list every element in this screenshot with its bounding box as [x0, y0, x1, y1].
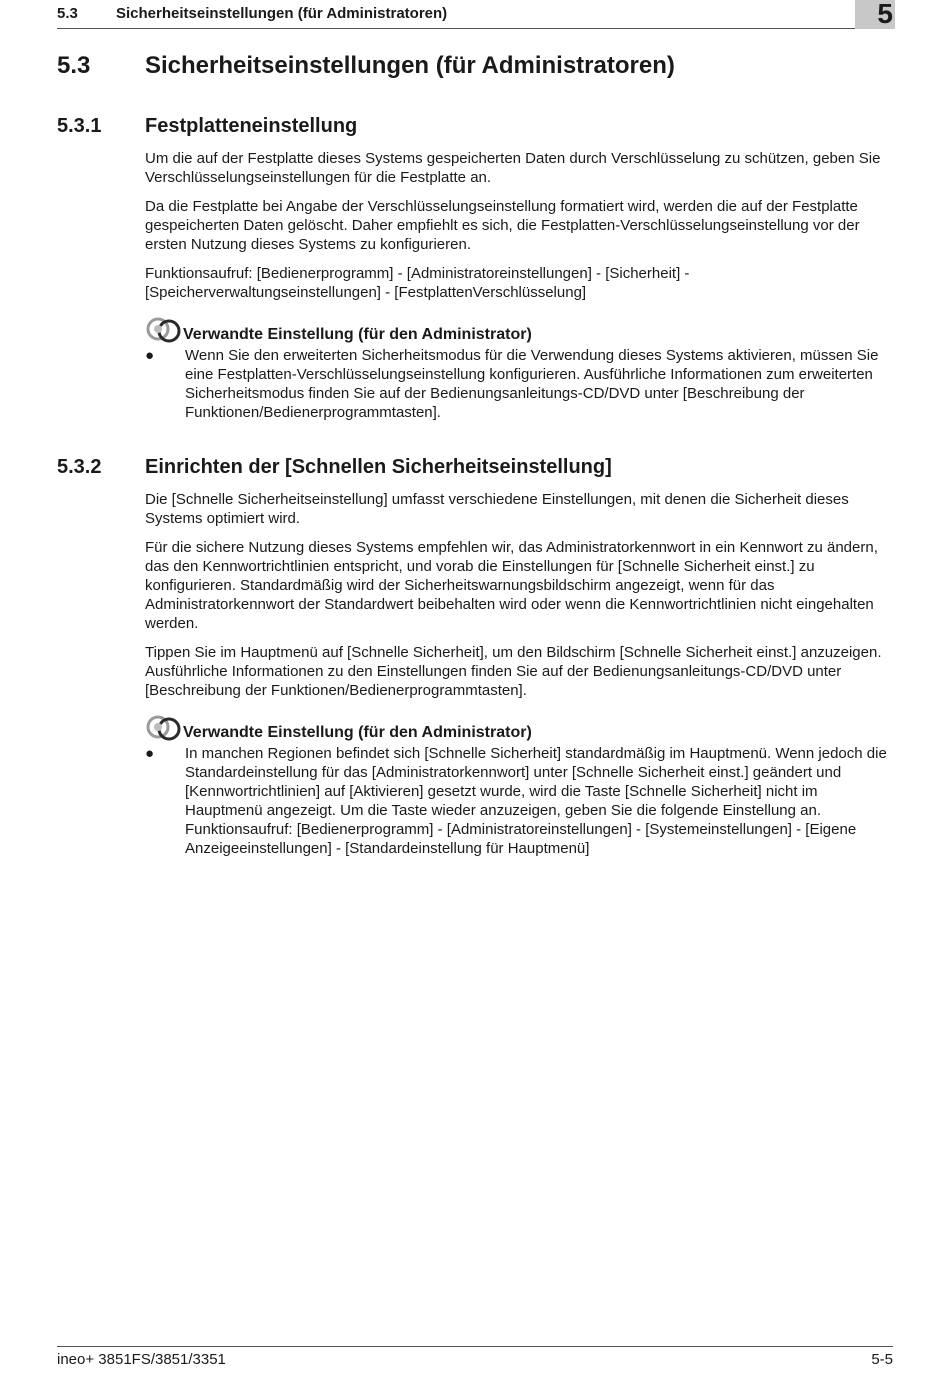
section-number: 5.3	[57, 52, 91, 79]
header-section-title: Sicherheitseinstellungen (für Administratoren)	[116, 5, 448, 22]
section-title: Sicherheitseinstellungen (für Administratoren)	[145, 52, 675, 79]
chapter-number: 5	[877, 0, 893, 29]
subsection-title: Einrichten der [Schnellen Sicherheitseinstellung]	[145, 456, 612, 478]
footer-model: ineo+ 3851FS/3851/3351	[57, 1351, 226, 1368]
bullet-icon: ●	[145, 347, 155, 364]
related-setting-icon	[145, 316, 183, 344]
subsection-title: Festplatteneinstellung	[145, 115, 358, 137]
paragraph: Um die auf der Festplatte dieses Systems gespeicherten Daten durch Verschlüsselung zu schützen, geben Sie Verschlüsselungseinstellungen für die Festplatte an.	[145, 150, 881, 186]
header-section-number: 5.3	[57, 5, 78, 22]
related-setting-title: Verwandte Einstellung (für den Administrator)	[183, 724, 532, 741]
chapter-tab	[855, 0, 895, 29]
paragraph: Tippen Sie im Hauptmenü auf [Schnelle Sicherheit], um den Bildschirm [Schnelle Sicherheit einst.] anzuzeigen. Ausführliche Informationen zu den Einstellungen finden Sie auf der Bedienungsanleitungs-CD/DVD unter [Beschreibung der Funktionen/Bedienerprogrammtasten].	[145, 644, 882, 699]
related-setting-title: Verwandte Einstellung (für den Administrator)	[183, 326, 532, 343]
footer-divider	[57, 1346, 893, 1347]
running-header	[57, 0, 893, 29]
list-item-text: Wenn Sie den erweiterten Sicherheitsmodus für die Verwendung dieses Systems aktivieren, müssen Sie eine Festplatten-Verschlüsselungseinstellung konfigurieren. Ausführliche Informationen zum erweiterten Sicherheitsmodus finden Sie auf der Bedienungsanleitungs-CD/DVD unter [Beschreibung der Funktionen/Bedienerprogrammtasten].	[185, 347, 879, 421]
paragraph: Die [Schnelle Sicherheitseinstellung] umfasst verschiedene Einstellungen, mit denen die Sicherheit dieses Systems optimiert wird.	[145, 491, 849, 527]
subsection-number: 5.3.1	[57, 115, 102, 137]
list-item-text: In manchen Regionen befindet sich [Schnelle Sicherheit] standardmäßig im Hauptmenü. Wenn jedoch die Standardeinstellung für das [Administratorkennwort] unter [Schnelle Sicherheit einst.] geändert und [Kennwortrichtlinien] auf [Aktivieren] gesetzt wurde, wird die Taste [Schnelle Sicherheit] nicht im Hauptmenü angezeigt. Um die Taste wieder anzuzeigen, geben Sie die folgende Einstellung an. Funktionsaufruf: [Bedienerprogramm] - [Administratoreinstellungen] - [Systemeinstellungen] - [Eigene Anzeigeeinstellungen] - [Standardeinstellung für Hauptmenü]	[185, 745, 887, 857]
footer-page-number: 5-5	[871, 1351, 893, 1368]
bullet-icon: ●	[145, 745, 155, 762]
subsection-number: 5.3.2	[57, 456, 102, 478]
related-setting-icon	[145, 714, 183, 742]
paragraph: Für die sichere Nutzung dieses Systems empfehlen wir, das Administratorkennwort in ein Kennwort zu ändern, das den Kennwortrichtlinien entspricht, und vorab die Einstellungen für [Schnelle Sicherheit einst.] zu konfigurieren. Standardmäßig wird der Sicherheitswarnungsbildschirm angezeigt, wenn für das Administratorkennwort der Standardwert beibehalten wird oder wenn die Kennwortrichtlinien nicht eingehalten werden.	[145, 539, 878, 632]
paragraph: Da die Festplatte bei Angabe der Verschlüsselungseinstellung formatiert wird, werden die auf der Festplatte gespeicherten Daten gelöscht. Daher empfiehlt es sich, die Festplatten-Verschlüsselungseinstellung vor der ersten Nutzung dieses Systems zu konfigurieren.	[145, 198, 860, 253]
paragraph-function-path: Funktionsaufruf: [Bedienerprogramm] - [Administratoreinstellungen] - [Sicherheit] - [Speicherverwaltungseinstellungen] - [FestplattenVerschlüsselung]	[145, 265, 690, 301]
